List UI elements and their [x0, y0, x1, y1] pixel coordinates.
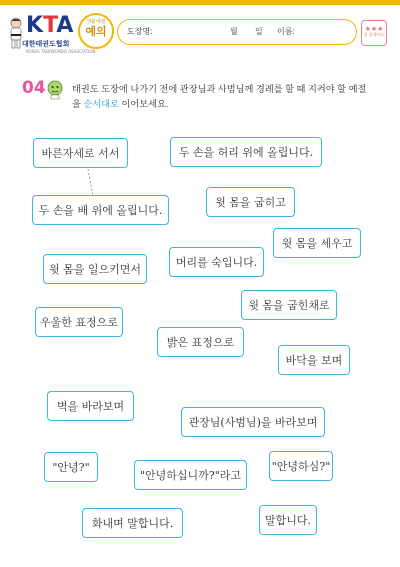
question-text-after: 이어보세요. [118, 99, 169, 109]
card-hands-on-waist[interactable]: 두 손을 허리 위에 올립니다. [170, 137, 322, 167]
card-stand-upright[interactable]: 바른자세로 서서 [33, 138, 128, 168]
card-say-angrily[interactable]: 화내며 말합니다. [82, 508, 183, 538]
card-raise-upper-body[interactable]: 윗 몸을 세우고 [273, 228, 361, 258]
logo-subtitle: 대한태권도협회 [22, 40, 70, 48]
card-look-master[interactable]: 관장님(사범님)을 바라보며 [181, 407, 325, 437]
card-look-wall[interactable]: 벽을 바라보며 [47, 391, 134, 421]
card-say[interactable]: 말합니다. [259, 505, 317, 535]
logo-english-name: KOREA TAEKWONDO ASSOCIATION [26, 49, 96, 54]
logo-letter-k: K [26, 13, 44, 38]
day-label: 일 [255, 27, 263, 36]
question-number: 04 [22, 78, 46, 98]
card-bow-head[interactable]: 머리를 숙입니다. [169, 247, 264, 277]
month-label: 월 [230, 27, 238, 36]
card-gloomy-face[interactable]: 우울한 표정으로 [35, 307, 123, 337]
card-hello-slang[interactable]: "안녕하심?" [269, 451, 333, 481]
card-hands-on-belly[interactable]: 두 손을 배 위에 올립니다. [32, 195, 169, 225]
card-bright-face[interactable]: 밝은 표정으로 [157, 327, 244, 357]
star-icon: ★★★ [364, 25, 384, 33]
card-look-floor[interactable]: 바닥을 보며 [278, 345, 350, 375]
card-stay-bent[interactable]: 윗 몸을 굽힌채로 [241, 290, 337, 320]
stamp-text: 참 잘했어요 [363, 32, 385, 37]
card-hi-casual[interactable]: "안녕?" [44, 452, 98, 482]
logo-letter-a: A [56, 13, 74, 38]
name-label: 이름: [277, 27, 295, 36]
dojang-name-label: 도장명: [127, 27, 153, 36]
logo-letter-t: T [43, 13, 57, 38]
question-highlight: 순서대로 [83, 99, 119, 109]
manners-badge-small: 생활예절 [86, 19, 106, 25]
card-hello-formal[interactable]: "안녕하십니까?"라고 [134, 460, 247, 490]
manners-badge-title: 예의 [85, 25, 107, 38]
card-bend-upper-body[interactable]: 윗 몸을 굽히고 [206, 187, 295, 217]
card-rising-upper-body[interactable]: 윗 몸을 일으키면서 [43, 254, 147, 284]
question-text-before: 태권도 도장에 나가기 전에 관장님과 사범님께 경례를 할 때 지켜야 할 예절을 [72, 84, 367, 109]
